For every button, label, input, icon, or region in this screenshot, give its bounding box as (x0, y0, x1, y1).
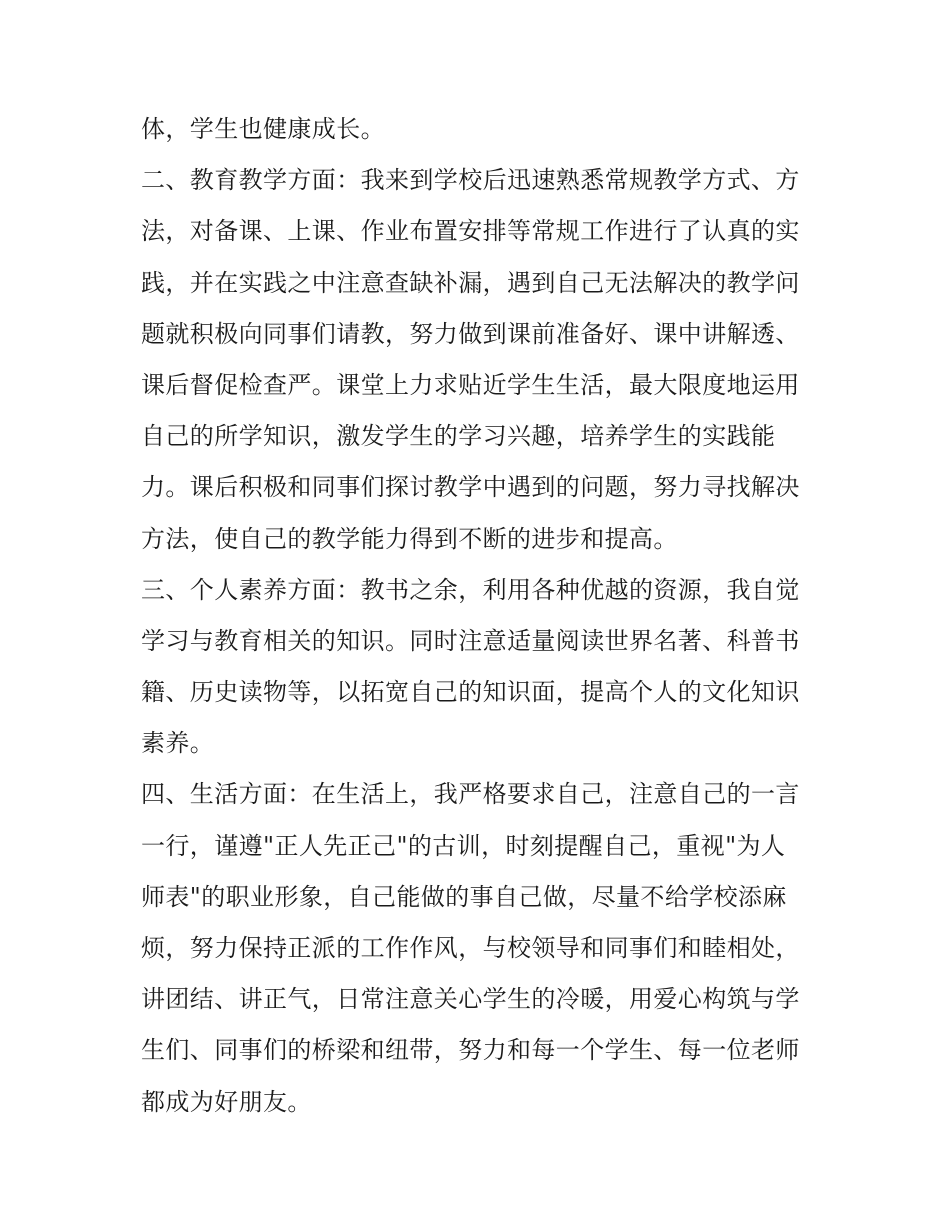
text-line: 课后督促检查严。课堂上力求贴近学生生活，最大限度地运用 (141, 370, 800, 399)
text-line: 师表"的职业形象，自己能做的事自己做，尽量不给学校添麻 (141, 882, 787, 911)
text-line: 法，对备课、上课、作业布置安排等常规工作进行了认真的实 (141, 217, 800, 246)
text-line: 烦，努力保持正派的工作作风，与校领导和同事们和睦相处， (141, 934, 800, 962)
text-line: 一行，谨遵"正人先正己"的古训，时刻提醒自己，重视"为人 (141, 831, 786, 860)
text-line: 都成为好朋友。 (141, 1087, 312, 1116)
text-line: 学习与教育相关的知识。同时注意适量阅读世界名著、科普书 (141, 626, 800, 655)
text-line: 四、生活方面：在生活上，我严格要求自己，注意自己的一言 (141, 780, 800, 809)
text-line: 生们、同事们的桥梁和纽带，努力和每一个学生、每一位老师 (141, 1036, 800, 1065)
text-line: 籍、历史读物等，以拓宽自己的知识面，提高个人的文化知识 (141, 678, 800, 707)
text-line: 践，并在实践之中注意查缺补漏，遇到自己无法解决的教学问 (141, 268, 800, 297)
text-line: 体，学生也健康成长。 (141, 115, 385, 143)
text-line: 三、个人素养方面：教书之余，利用各种优越的资源，我自觉 (141, 575, 800, 604)
text-line: 力。课后积极和同事们探讨教学中遇到的问题，努力寻找解决 (141, 473, 800, 502)
text-line: 二、教育教学方面：我来到学校后迅速熟悉常规教学方式、方 (141, 166, 800, 195)
text-line: 自己的所学知识，激发学生的学习兴趣，培养学生的实践能 (141, 422, 776, 451)
text-line: 素养。 (141, 729, 215, 758)
text-line: 方法，使自己的教学能力得到不断的进步和提高。 (141, 524, 678, 553)
document-body (141, 104, 815, 1128)
text-line: 讲团结、讲正气，日常注意关心学生的冷暖，用爱心构筑与学 (141, 985, 800, 1014)
text-line: 题就积极向同事们请教，努力做到课前准备好、课中讲解透、 (141, 319, 800, 348)
